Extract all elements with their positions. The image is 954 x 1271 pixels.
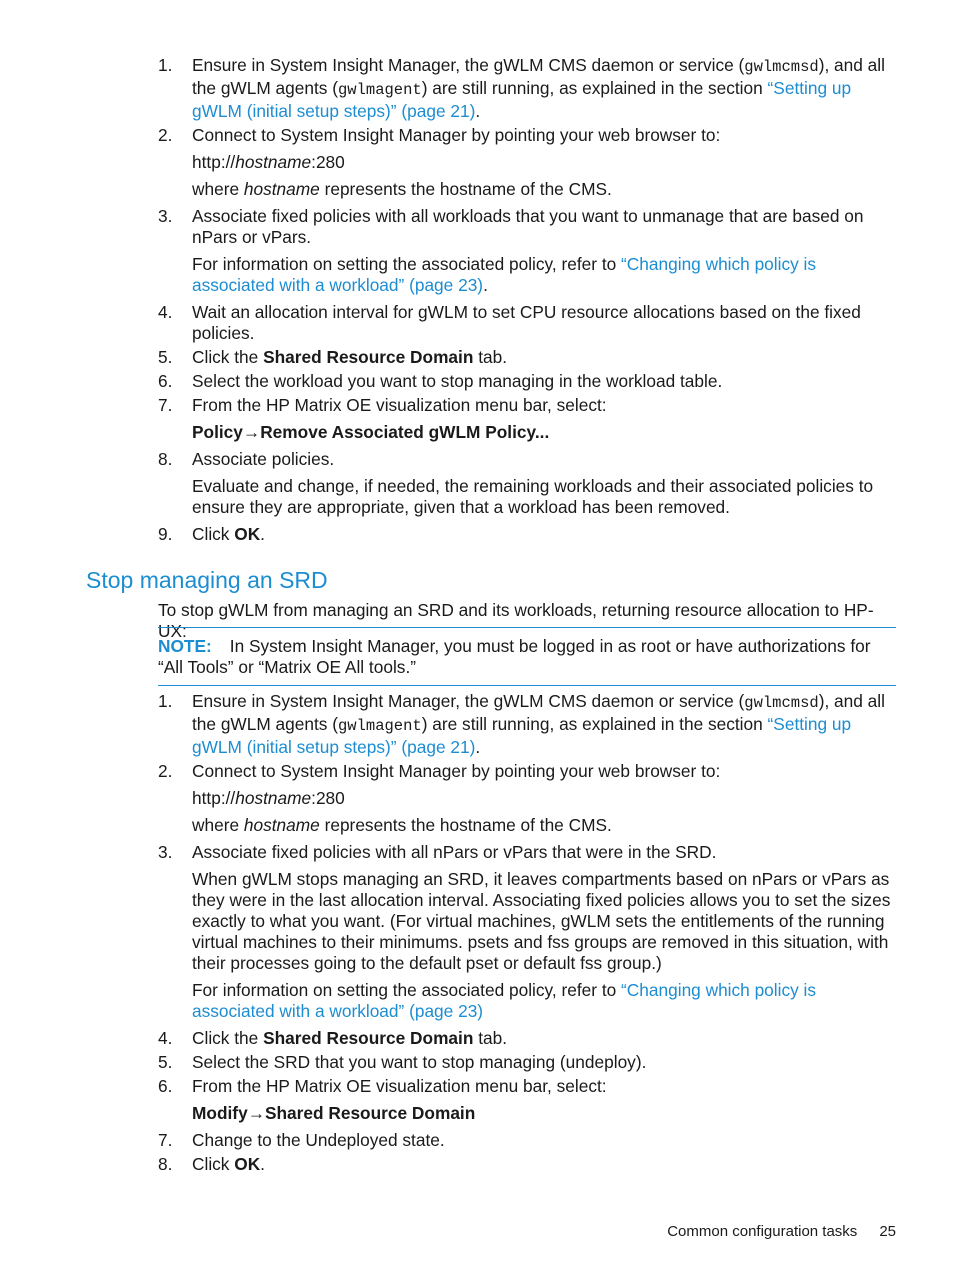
step-4: 4. Click the Shared Resource Domain tab. (158, 1028, 508, 1048)
step-number: 2. (158, 125, 173, 145)
step-5: 5. Select the SRD that you want to stop managing (undeploy). (158, 1052, 647, 1072)
arrow-icon: → (242, 422, 261, 442)
step-number: 7. (158, 395, 173, 415)
step-7: 7. Change to the Undeployed state. (158, 1130, 445, 1150)
step-number: 6. (158, 371, 173, 391)
step-number: 6. (158, 1076, 173, 1096)
step-number: 2. (158, 761, 173, 781)
step-number: 4. (158, 302, 173, 322)
step-2: 2. Connect to System Insight Manager by pointing your web browser to: http://hostname:280 where hostname represents the hostname of the CMS. (158, 125, 900, 200)
step-6: 6. From the HP Matrix OE visualization menu bar, select: Modify→Shared Resource Domain (158, 1076, 900, 1124)
section-intro: To stop gWLM from managing an SRD and its workloads, returning resource allocation to HP-UX: (158, 600, 874, 641)
ui-label-ok: OK (234, 524, 261, 544)
step-number: 5. (158, 347, 173, 367)
note-text: In System Insight Manager, you must be logged in as root or have authorizations for “All Tools” or “Matrix OE All tools.” (158, 636, 871, 677)
step-8: 8. Associate policies. Evaluate and change, if needed, the remaining workloads and their associated policies to ensure they are appropriate, given that a workload has been removed. (158, 449, 874, 517)
ui-label-shared-resource-domain: Shared Resource Domain (263, 347, 474, 367)
step-2: 2. Connect to System Insight Manager by pointing your web browser to: http://hostname:280 where hostname represents the hostname of the CMS. (158, 761, 900, 836)
ui-label-ok: OK (234, 1154, 261, 1174)
where-text: where hostname represents the hostname of the CMS. (192, 815, 612, 835)
step-3: 3. Associate fixed policies with all nPars or vPars that were in the SRD. When gWLM stops managing an SRD, it leaves compartments based on nPars or vPars as they were in the last allocation interval. Associating fixed policies allows you to set the sizes exactly to what you want. (For virtual machines, gWLM sets the entitlements of the running virtual machines to their minimums. psets and fss groups are removed in this situation, with their processes going to the default pset or default fss group.) For information on setting the associated policy, refer to “Changing which policy is associated with a workload” (page 23) (158, 842, 900, 1022)
step-number: 1. (158, 691, 173, 711)
step-number: 9. (158, 524, 173, 544)
link-setting-up-gwlm[interactable]: “Setting up gWLM (initial setup steps)” (page 21) (192, 714, 852, 757)
page-number: 25 (879, 1223, 896, 1240)
arrow-icon: → (247, 1103, 265, 1123)
link-changing-policy[interactable]: “Changing which policy is associated with a workload” (page 23) (192, 980, 817, 1021)
code-gwlmcmsd: gwlmcmsd (744, 694, 819, 712)
page-footer (667, 1222, 896, 1242)
step-7: 7. From the HP Matrix OE visualization menu bar, select: Policy→Remove Associated gWLM Policy... (158, 395, 900, 443)
step-1: 1. Ensure in System Insight Manager, the gWLM CMS daemon or service (gwlmcmsd), and all the gWLM agents (gwlmagent) are still running, as explained in the section “Setting up gWLM (initial setup steps)” (page 21). (158, 55, 885, 121)
step-1: 1. Ensure in System Insight Manager, the gWLM CMS daemon or service (gwlmcmsd), and all the gWLM agents (gwlmagent) are still running, as explained in the section “Setting up gWLM (initial setup steps)” (page 21). (158, 691, 885, 757)
stop-srd-steps (158, 691, 900, 1175)
step-number: 8. (158, 449, 173, 469)
menu-path: Policy→Remove Associated gWLM Policy... (192, 422, 550, 442)
note-label: NOTE: (158, 636, 212, 656)
menu-path: Modify→Shared Resource Domain (192, 1103, 476, 1123)
url-example: http://hostname:280 (192, 152, 345, 172)
section-heading: Stop managing an SRD (86, 567, 328, 593)
url-example: http://hostname:280 (192, 788, 345, 808)
footer-section-title: Common configuration tasks (667, 1223, 858, 1240)
where-text: where hostname represents the hostname of the CMS. (192, 179, 612, 199)
code-gwlmagent: gwlmagent (338, 717, 422, 735)
ui-label-shared-resource-domain: Shared Resource Domain (263, 1028, 474, 1048)
code-gwlmagent: gwlmagent (338, 81, 422, 99)
code-gwlmcmsd: gwlmcmsd (744, 58, 819, 76)
step-number: 5. (158, 1052, 173, 1072)
step-number: 3. (158, 842, 173, 862)
step-number: 3. (158, 206, 173, 226)
step-9: 9. Click OK. (158, 524, 265, 544)
step-8: 8. Click OK. (158, 1154, 265, 1174)
link-setting-up-gwlm[interactable]: “Setting up gWLM (initial setup steps)” (page 21) (192, 78, 852, 121)
step-number: 7. (158, 1130, 173, 1150)
step-6: 6. Select the workload you want to stop managing in the workload table. (158, 371, 723, 391)
info-text: For information on setting the associated policy, refer to “Changing which policy is associated with a workload” (page 23). (192, 254, 817, 295)
unmanage-workload-steps (158, 55, 900, 545)
step-4: 4. Wait an allocation interval for gWLM to set CPU resource allocations based on the fixed policies. (158, 302, 861, 343)
step-number: 8. (158, 1154, 173, 1174)
step-number: 4. (158, 1028, 173, 1048)
step-3: 3. Associate fixed policies with all workloads that you want to unmanage that are based on nPars or vPars. For information on setting the associated policy, refer to “Changing which policy is associated with a workload” (page 23). (158, 206, 900, 296)
note-box (158, 627, 896, 686)
step-number: 1. (158, 55, 173, 75)
step-5: 5. Click the Shared Resource Domain tab. (158, 347, 508, 367)
info-text: For information on setting the associated policy, refer to “Changing which policy is associated with a workload” (page 23) (192, 980, 817, 1021)
link-changing-policy[interactable]: “Changing which policy is associated with a workload” (page 23) (192, 254, 817, 295)
